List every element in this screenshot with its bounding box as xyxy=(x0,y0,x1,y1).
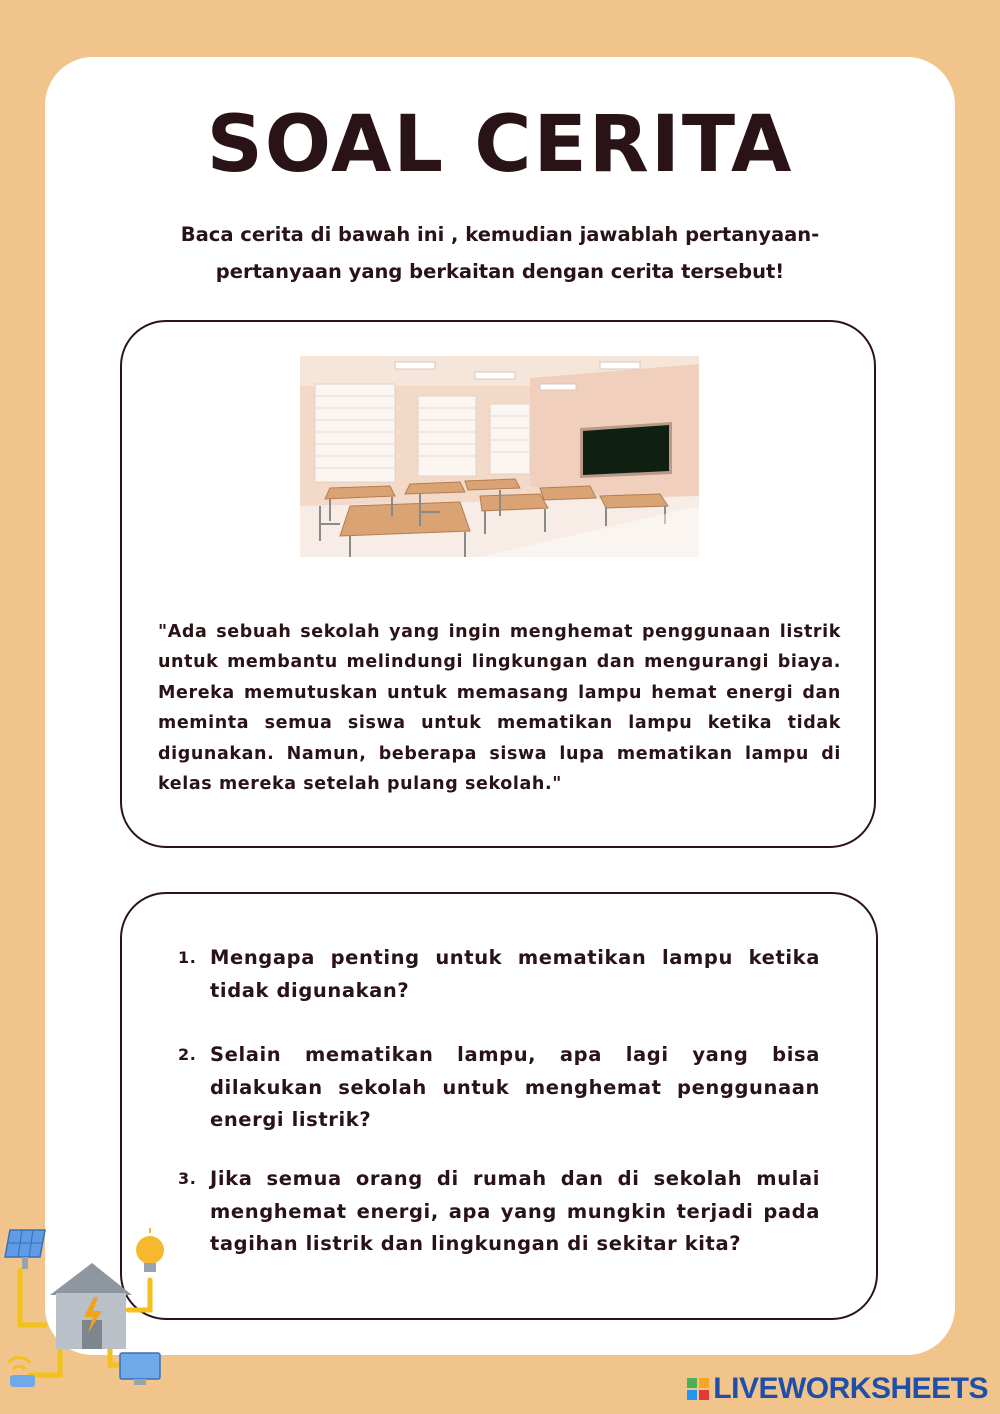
question-number: 2. xyxy=(178,1045,197,1064)
page-title: SOAL CERITA xyxy=(206,100,794,190)
question-item xyxy=(178,1039,820,1137)
classroom-photo xyxy=(300,356,699,557)
instruction-text: Baca cerita di bawah ini , kemudian jawablah pertanyaan-pertanyaan yang berkaitan dengan cerita tersebut! xyxy=(180,223,820,283)
question-text: Selain mematikan lampu, apa lagi yang bisa dilakukan sekolah untuk menghemat penggunaan energi listrik? xyxy=(210,1043,820,1132)
question-text: Mengapa penting untuk mematikan lampu ketika tidak digunakan? xyxy=(210,946,820,1002)
question-text: Jika semua orang di rumah dan di sekolah mulai menghemat energi, apa yang mungkin terjadi pada tagihan listrik dan lingkungan di sekitar kita? xyxy=(210,1167,820,1256)
question-number: 3. xyxy=(178,1169,197,1188)
smart-home-energy-icon xyxy=(0,1225,175,1400)
story-text: "Ada sebuah sekolah yang ingin menghemat penggunaan listrik untuk membantu melindungi lingkungan dan mengurangi biaya. Mereka memutuskan untuk memasang lampu hemat energi dan meminta semua siswa untuk mematikan lampu ketika tidak digunakan. Namun, beberapa siswa lupa mematikan lampu di kelas mereka setelah pulang sekolah." xyxy=(158,622,841,795)
liveworksheets-logo-icon xyxy=(687,1378,709,1400)
brand-text: LIVEWORKSHEETS xyxy=(713,1372,988,1405)
question-item xyxy=(178,942,820,1007)
question-number: 1. xyxy=(178,948,197,967)
question-item xyxy=(178,1163,820,1261)
liveworksheets-brand xyxy=(687,1372,988,1406)
